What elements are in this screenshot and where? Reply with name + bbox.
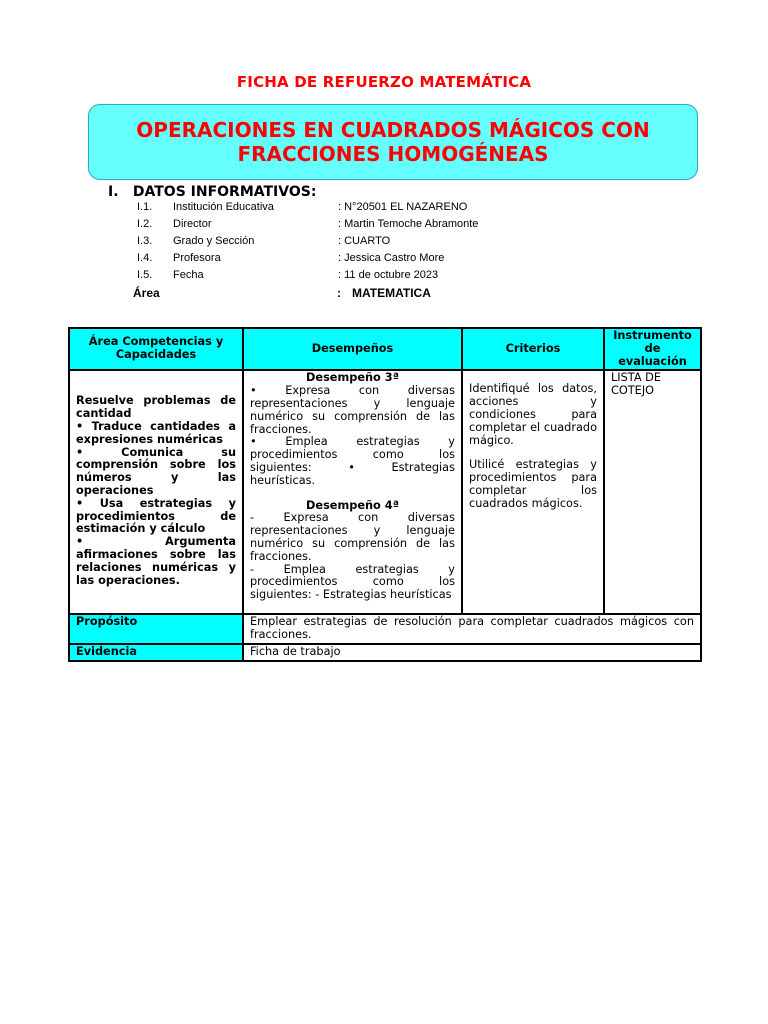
competencias-cell [69,370,243,614]
info-label: Director [173,218,212,230]
info-value: : CUARTO [338,235,391,247]
evidencia-label: Evidencia [69,644,243,661]
info-value: : Jessica Castro More [338,252,445,264]
desempeno-item: - Emplea estrategias y procedimientos como los siguientes: - Estrategias heurísticas [250,562,455,602]
info-label: Profesora [173,252,221,264]
competencia-item: • Argumenta afirmaciones sobre las relaciones numéricas y las operaciones. [76,535,236,587]
criterio-item: Identifiqué los datos, acciones y condiciones para completar el cuadrado mágico. [469,382,597,447]
datos-heading-text: DATOS INFORMATIVOS: [132,184,317,200]
header-competencias: Área Competencias y Capacidades [69,328,243,370]
title-line-2: FRACCIONES HOMOGÉNEAS [237,142,549,166]
table-row [69,370,701,614]
proposito-row [69,614,701,644]
evidencia-row [69,644,701,661]
info-value: : N°20501 EL NAZARENO [338,201,468,213]
competencia-item: • Traduce cantidades a expresiones numéricas [76,419,236,446]
criterios-cell [462,370,604,614]
info-number: I.4. [137,252,153,264]
desempeno-item: - Expresa con diversas representaciones y lenguaje numérico su comprensión de las fracciones. [250,511,455,563]
info-label: Institución Educativa [173,201,274,213]
desempenos-cell [243,370,462,614]
header-desempenos: Desempeños [243,328,462,370]
instrumento-cell: LISTA DE COTEJO [604,370,701,614]
info-number: I.2. [137,218,153,230]
info-value: : 11 de octubre 2023 [338,269,439,281]
title-banner [88,104,698,180]
info-label: Fecha [173,269,204,281]
area-value: MATEMATICA [352,286,431,300]
document-subtitle: FICHA DE REFUERZO MATEMÁTICA [236,73,532,91]
desempeno-3-title: Desempeño 3ª [306,371,399,385]
proposito-value: Emplear estrategias de resolución para completar cuadrados mágicos con fracciones. [243,614,701,644]
desempeno-4-title: Desempeño 4ª [306,498,399,512]
competencia-item: • Usa estrategias y procedimientos de estimación y cálculo [76,496,236,536]
proposito-label: Propósito [69,614,243,644]
competencia-item: • Comunica su comprensión sobre los números y las operaciones [76,445,236,497]
info-number: I.5. [137,269,153,281]
datos-heading [108,184,316,200]
header-instrumento: Instrumento de evaluación [604,328,701,370]
desempeno-item: • Emplea estrategias y procedimientos como los siguientes: • Estrategias heurísticas. [250,435,455,487]
area-label: Área [133,286,160,300]
competencias-table [68,327,702,662]
competencia-item: Resuelve problemas de cantidad [76,394,236,421]
title-line-1: OPERACIONES EN CUADRADOS MÁGICOS CON [136,118,650,142]
table-header-row [69,328,701,370]
info-number: I.3. [137,235,153,247]
datos-heading-number: I. [108,184,119,200]
desempeno-item: • Expresa con diversas representaciones y lenguaje numérico su comprensión de las fracciones. [250,384,455,436]
header-criterios: Criterios [462,328,604,370]
info-label: Grado y Sección [173,235,255,247]
evidencia-value: Ficha de trabajo [243,644,701,661]
area-colon: : [337,286,341,300]
info-value: : Martin Temoche Abramonte [338,218,479,230]
criterio-item: Utilicé estrategias y procedimientos para completar los cuadrados mágicos. [469,458,597,510]
info-number: I.1. [137,201,153,213]
